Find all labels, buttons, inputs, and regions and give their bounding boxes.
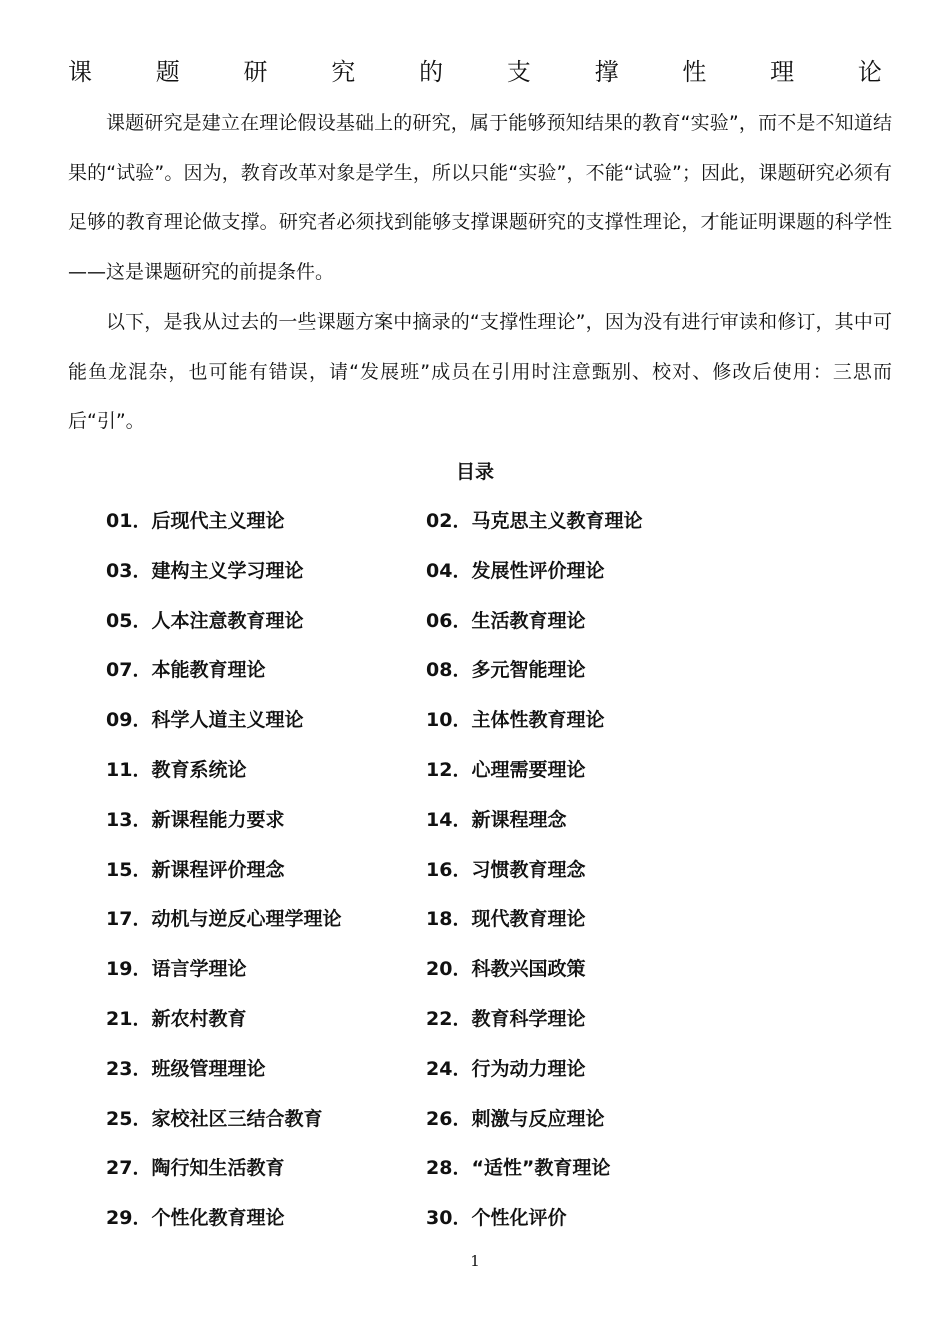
toc-item: 05．人本注意教育理论 — [106, 609, 304, 632]
excerpt-note-paragraph: 以下，是我从过去的一些课题方案中摘录的“支撑性理论”，因为没有进行审读和修订，其中可能鱼龙混杂，也可能有错误，请“发展班”成员在引用时注意甄别、校对、修改后使用：三思而后“引”。 — [68, 311, 892, 433]
toc-item: 19．语言学理论 — [106, 958, 247, 981]
toc-item: 25．家校社区三结合教育 — [106, 1107, 323, 1130]
toc-item: 22．教育科学理论 — [426, 1007, 586, 1030]
title-char: 研 — [243, 58, 268, 86]
toc-item: 23．班级管理理论 — [106, 1057, 266, 1080]
title-char: 课 — [68, 58, 92, 86]
toc-item: 28．“适性”教育理论 — [426, 1157, 611, 1180]
toc-item: 12．心理需要理论 — [426, 758, 586, 781]
title-char: 撑 — [594, 58, 619, 86]
title-char: 的 — [419, 58, 444, 86]
toc-item: 17．动机与逆反心理学理论 — [106, 908, 342, 931]
title-char: 论 — [857, 58, 882, 86]
toc-item: 16．习惯教育理念 — [426, 858, 586, 881]
table-of-contents — [106, 503, 826, 1250]
toc-item: 13．新课程能力要求 — [106, 808, 285, 831]
toc-item: 06．生活教育理论 — [426, 609, 586, 632]
title-char: 究 — [331, 58, 356, 86]
toc-item: 29．个性化教育理论 — [106, 1207, 285, 1230]
title-char: 题 — [155, 58, 180, 86]
toc-item: 03．建构主义学习理论 — [106, 559, 304, 582]
toc-heading: 目录 — [455, 461, 494, 483]
toc-item: 02．马克思主义教育理论 — [426, 510, 643, 532]
toc-item: 01．后现代主义理论 — [106, 510, 285, 532]
toc-item: 09．科学人道主义理论 — [106, 709, 304, 732]
toc-item: 07．本能教育理论 — [106, 659, 266, 682]
toc-item: 14．新课程理念 — [426, 808, 567, 831]
toc-item: 21．新农村教育 — [106, 1007, 247, 1030]
toc-item: 18．现代教育理论 — [426, 908, 586, 931]
title-char: 性 — [682, 58, 707, 86]
toc-item: 15．新课程评价理念 — [106, 858, 285, 881]
title-char: 支 — [506, 58, 531, 86]
toc-item: 10．主体性教育理论 — [426, 709, 605, 732]
toc-item: 30．个性化评价 — [426, 1207, 567, 1230]
toc-item: 04．发展性评价理论 — [426, 559, 605, 582]
document-title — [68, 52, 882, 92]
title-char: 理 — [770, 58, 795, 86]
toc-item: 11．教育系统论 — [106, 758, 247, 781]
page-number: 1 — [470, 1252, 480, 1270]
toc-item: 27．陶行知生活教育 — [106, 1157, 285, 1180]
toc-item: 08．多元智能理论 — [426, 659, 586, 682]
toc-item: 26．刺激与反应理论 — [426, 1107, 605, 1130]
intro-paragraph: 课题研究是建立在理论假设基础上的研究，属于能够预知结果的教育“实验”，而不是不知道结果的“试验”。因为，教育改革对象是学生，所以只能“实验”，不能“试验”；因此，课题研究必须有足够的教育理论做支撑。研究者必须找到能够支撑课题研究的支撑性理论，才能证明课题的科学性——这是课题研究的前提条件。 — [68, 112, 892, 284]
toc-item: 24．行为动力理论 — [426, 1057, 586, 1080]
toc-item: 20．科教兴国政策 — [426, 958, 586, 981]
